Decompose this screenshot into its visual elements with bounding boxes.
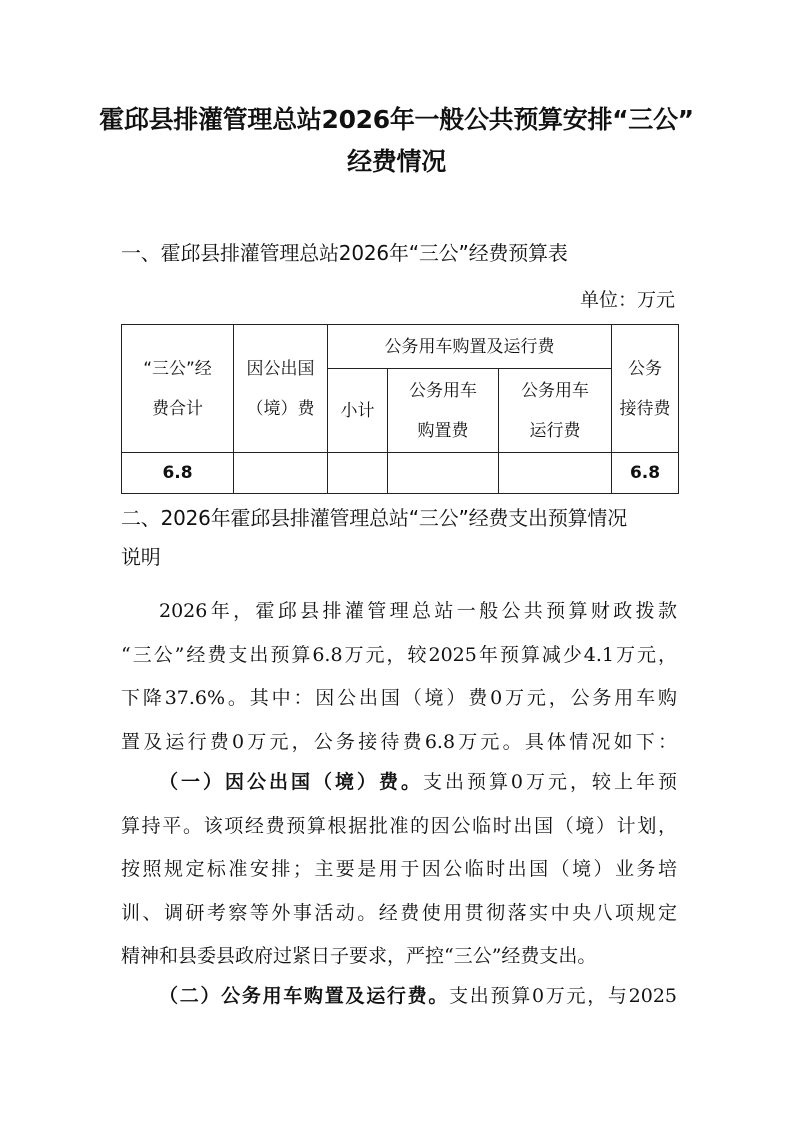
cell-purchase bbox=[388, 453, 499, 494]
header-vehicle-purchase: 公务用车 购置费 bbox=[388, 369, 499, 453]
paragraph-abroad-lead: （一）因公出国（境）费。 bbox=[159, 771, 423, 793]
paragraph-abroad: （一）因公出国（境）费。支出预算0万元，较上年预 算持平。该项经费预算根据批准的因公临时出国（境）计划， 按照规定标准安排；主要是用于因公临时出国（境）业务培 训、调研考察等外事活动。经费使用贯彻落实中央八项规定 精神和县委县政府过紧日子要求，严控“三公”经费支出。 bbox=[121, 771, 677, 967]
section2-heading-line2: 说明 bbox=[121, 545, 161, 569]
cell-subtotal bbox=[328, 453, 388, 494]
section1-heading: 一、霍邱县排灌管理总站2026年“三公”经费预算表 bbox=[121, 241, 568, 265]
document-title-line2: 经费情况 bbox=[347, 147, 446, 176]
header-subtotal: 小计 bbox=[328, 369, 388, 453]
section2-heading-line1: 二、2026年霍邱县排灌管理总站“三公”经费支出预算情况 bbox=[121, 506, 628, 530]
table-row bbox=[122, 453, 679, 494]
budget-table bbox=[121, 324, 679, 494]
header-total: “三公”经 费合计 bbox=[122, 325, 234, 453]
header-reception: 公务 接待费 bbox=[612, 325, 679, 453]
header-vehicle-group: 公务用车购置及运行费 bbox=[328, 325, 612, 369]
cell-total: 6.8 bbox=[122, 453, 234, 494]
cell-operation bbox=[499, 453, 612, 494]
paragraph-summary: 2026年，霍邱县排灌管理总站一般公共预算财政拨款 “三公”经费支出预算6.8万元，较2025年预算减少4.1万元， 下降37.6%。其中：因公出国（境）费0万元，公务用车购 置及运行费0万元，公务接待费6.8万元。具体情况如下： bbox=[121, 600, 677, 753]
paragraph-vehicle: （二）公务用车购置及运行费。支出预算0万元，与2025 bbox=[159, 985, 677, 1007]
header-vehicle-operation: 公务用车 运行费 bbox=[499, 369, 612, 453]
document-title-line1: 霍邱县排灌管理总站2026年一般公共预算安排“三公” bbox=[99, 105, 694, 134]
header-abroad: 因公出国 （境）费 bbox=[234, 325, 328, 453]
cell-abroad bbox=[234, 453, 328, 494]
unit-label: 单位：万元 bbox=[579, 289, 675, 311]
paragraph-vehicle-lead: （二）公务用车购置及运行费。 bbox=[159, 985, 450, 1007]
cell-reception: 6.8 bbox=[612, 453, 679, 494]
